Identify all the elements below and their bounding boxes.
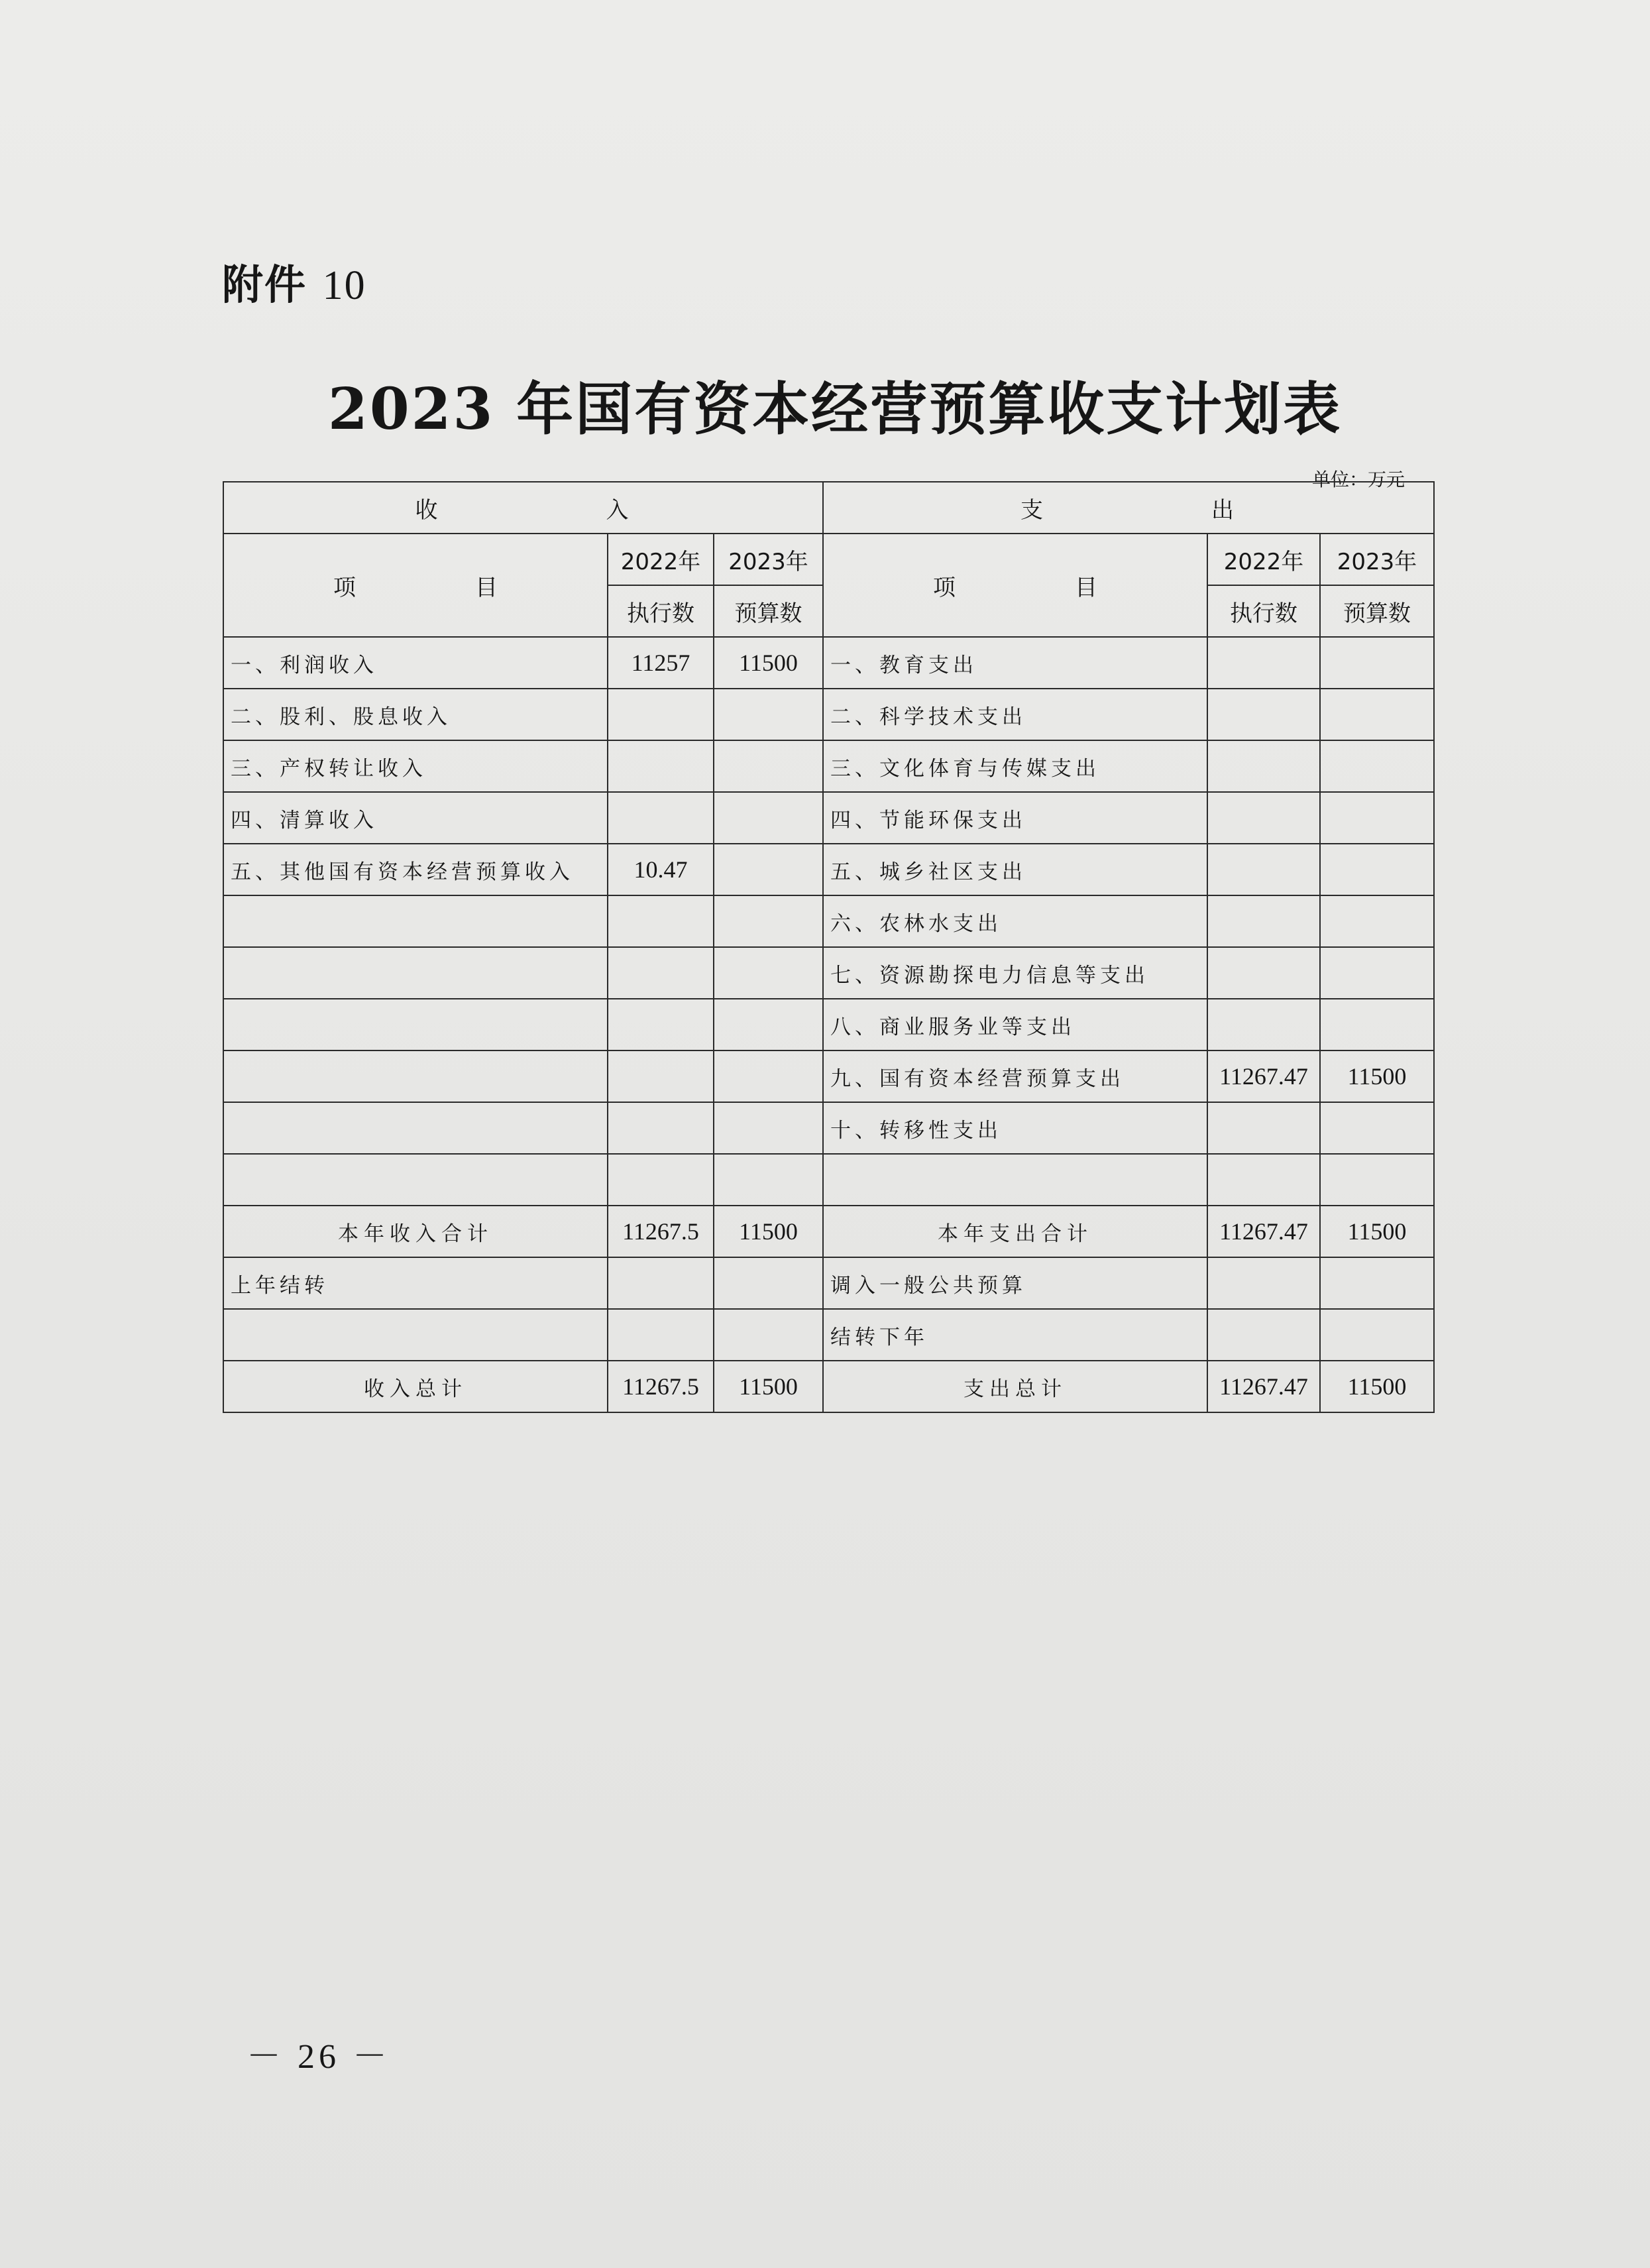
income-item-cell: 二、股利、股息收入 — [223, 689, 608, 740]
expense-2023-cell — [1320, 895, 1434, 947]
attachment-label-text: 附件 — [222, 260, 307, 309]
expense-item-cell: 十、转移性支出 — [823, 1102, 1207, 1154]
expense-2022-cell — [1207, 792, 1320, 844]
income-item-header-char-1: 项 — [333, 574, 356, 601]
income-2022-cell — [608, 1257, 714, 1309]
expense-2022-cell — [1207, 1257, 1320, 1309]
expense-2022-cell — [1207, 947, 1320, 999]
table-row — [223, 1206, 1434, 1257]
expense-item-cell: 支出总计 — [823, 1361, 1207, 1412]
income-2022-cell — [608, 740, 714, 792]
expense-item-cell: 三、文化体育与传媒支出 — [823, 740, 1207, 792]
attachment-number: 10 — [322, 263, 366, 308]
expense-budget-header: 预算数 — [1320, 585, 1434, 637]
expense-2022-cell — [1207, 1309, 1320, 1361]
income-2023-cell — [714, 1102, 823, 1154]
income-2022-cell — [608, 1102, 714, 1154]
income-item-cell — [223, 999, 608, 1050]
expense-2023-cell — [1320, 999, 1434, 1050]
expense-2023-cell — [1320, 947, 1434, 999]
page-number: － 26 － — [247, 2038, 392, 2076]
income-year-2023-header: 2023年 — [714, 534, 823, 585]
column-header-row-1 — [223, 534, 1434, 585]
income-2022-cell — [608, 689, 714, 740]
income-2022-cell — [608, 1154, 714, 1206]
section-header-row — [223, 482, 1434, 534]
income-item-cell: 五、其他国有资本经营预算收入 — [223, 844, 608, 895]
expense-2022-cell — [1207, 1102, 1320, 1154]
expense-section-header — [823, 482, 1434, 534]
table-row — [223, 1309, 1434, 1361]
income-2023-cell — [714, 1257, 823, 1309]
expense-item-cell: 结转下年 — [823, 1309, 1207, 1361]
income-2023-cell — [714, 947, 823, 999]
table-row — [223, 999, 1434, 1050]
income-2023-cell — [714, 740, 823, 792]
table-row — [223, 1102, 1434, 1154]
table-row — [223, 947, 1434, 999]
expense-2022-cell: 11267.47 — [1207, 1361, 1320, 1412]
table-row — [223, 844, 1434, 895]
expense-item-cell: 九、国有资本经营预算支出 — [823, 1050, 1207, 1102]
expense-2023-cell: 11500 — [1320, 1206, 1434, 1257]
income-2023-cell — [714, 844, 823, 895]
expense-item-cell: 二、科学技术支出 — [823, 689, 1207, 740]
table-row — [223, 792, 1434, 844]
income-item-cell: 上年结转 — [223, 1257, 608, 1309]
income-2022-cell — [608, 792, 714, 844]
income-2023-cell — [714, 1050, 823, 1102]
expense-2022-cell — [1207, 637, 1320, 689]
income-2023-cell — [714, 1309, 823, 1361]
expense-actual-header: 执行数 — [1207, 585, 1320, 637]
income-item-cell: 三、产权转让收入 — [223, 740, 608, 792]
expense-year-2023-header: 2023年 — [1320, 534, 1434, 585]
income-2023-cell — [714, 792, 823, 844]
expense-2022-cell — [1207, 895, 1320, 947]
income-2022-cell — [608, 999, 714, 1050]
table-row — [223, 1361, 1434, 1412]
expense-item-cell: 本年支出合计 — [823, 1206, 1207, 1257]
attachment-label — [222, 252, 366, 311]
income-header-char-2: 入 — [606, 496, 632, 524]
income-2023-cell — [714, 1154, 823, 1206]
budget-table — [223, 481, 1435, 1413]
expense-item-cell: 调入一般公共预算 — [823, 1257, 1207, 1309]
expense-2022-cell — [1207, 844, 1320, 895]
income-item-cell — [223, 895, 608, 947]
table-row — [223, 1257, 1434, 1309]
income-item-cell — [223, 947, 608, 999]
table-row — [223, 1050, 1434, 1102]
income-item-cell — [223, 1050, 608, 1102]
income-item-cell: 一、利润收入 — [223, 637, 608, 689]
income-2022-cell: 11257 — [608, 637, 714, 689]
income-2023-cell — [714, 895, 823, 947]
expense-2023-cell — [1320, 637, 1434, 689]
expense-item-header-char-2: 目 — [1075, 574, 1097, 601]
income-2022-cell — [608, 947, 714, 999]
income-2022-cell — [608, 1309, 714, 1361]
expense-item-cell: 一、教育支出 — [823, 637, 1207, 689]
expense-item-cell: 六、农林水支出 — [823, 895, 1207, 947]
income-header-char-1: 收 — [415, 496, 441, 524]
expense-item-header-char-1: 项 — [933, 574, 956, 601]
expense-2022-cell — [1207, 999, 1320, 1050]
income-section-header — [223, 482, 823, 534]
income-actual-header: 执行数 — [608, 585, 714, 637]
income-item-cell: 四、清算收入 — [223, 792, 608, 844]
table-row — [223, 1154, 1434, 1206]
expense-2023-cell: 11500 — [1320, 1050, 1434, 1102]
expense-item-cell: 四、节能环保支出 — [823, 792, 1207, 844]
expense-2023-cell — [1320, 1102, 1434, 1154]
income-2023-cell: 11500 — [714, 1206, 823, 1257]
income-item-header — [223, 534, 608, 637]
expense-item-cell: 八、商业服务业等支出 — [823, 999, 1207, 1050]
page-title: 2023 年国有资本经营预算收支计划表 — [328, 376, 1343, 443]
income-item-cell — [223, 1154, 608, 1206]
expense-item-header — [823, 534, 1207, 637]
expense-item-cell: 七、资源勘探电力信息等支出 — [823, 947, 1207, 999]
expense-item-cell — [823, 1154, 1207, 1206]
expense-2023-cell — [1320, 689, 1434, 740]
table-row — [223, 895, 1434, 947]
income-year-2022-header: 2022年 — [608, 534, 714, 585]
expense-2023-cell — [1320, 1257, 1434, 1309]
expense-2023-cell — [1320, 792, 1434, 844]
expense-item-cell: 五、城乡社区支出 — [823, 844, 1207, 895]
expense-2022-cell — [1207, 740, 1320, 792]
income-2023-cell — [714, 689, 823, 740]
income-2023-cell: 11500 — [714, 1361, 823, 1412]
income-item-header-char-2: 目 — [475, 574, 498, 601]
expense-2022-cell: 11267.47 — [1207, 1206, 1320, 1257]
expense-2022-cell — [1207, 1154, 1320, 1206]
unit-label: 单位：万元 — [1312, 469, 1405, 490]
expense-header-char-2: 出 — [1211, 496, 1237, 524]
expense-2022-cell — [1207, 689, 1320, 740]
expense-2023-cell — [1320, 844, 1434, 895]
income-item-cell: 收入总计 — [223, 1361, 608, 1412]
expense-2023-cell — [1320, 740, 1434, 792]
income-budget-header: 预算数 — [714, 585, 823, 637]
expense-2023-cell — [1320, 1154, 1434, 1206]
expense-year-2022-header: 2022年 — [1207, 534, 1320, 585]
table-row — [223, 740, 1434, 792]
income-2023-cell: 11500 — [714, 637, 823, 689]
income-2022-cell — [608, 1050, 714, 1102]
income-item-cell — [223, 1309, 608, 1361]
income-2022-cell: 10.47 — [608, 844, 714, 895]
income-2022-cell: 11267.5 — [608, 1206, 714, 1257]
expense-2023-cell: 11500 — [1320, 1361, 1434, 1412]
expense-header-char-1: 支 — [1020, 496, 1046, 524]
income-item-cell — [223, 1102, 608, 1154]
income-2023-cell — [714, 999, 823, 1050]
income-2022-cell: 11267.5 — [608, 1361, 714, 1412]
table-row — [223, 637, 1434, 689]
table-row — [223, 689, 1434, 740]
income-2022-cell — [608, 895, 714, 947]
income-item-cell: 本年收入合计 — [223, 1206, 608, 1257]
expense-2022-cell: 11267.47 — [1207, 1050, 1320, 1102]
expense-2023-cell — [1320, 1309, 1434, 1361]
